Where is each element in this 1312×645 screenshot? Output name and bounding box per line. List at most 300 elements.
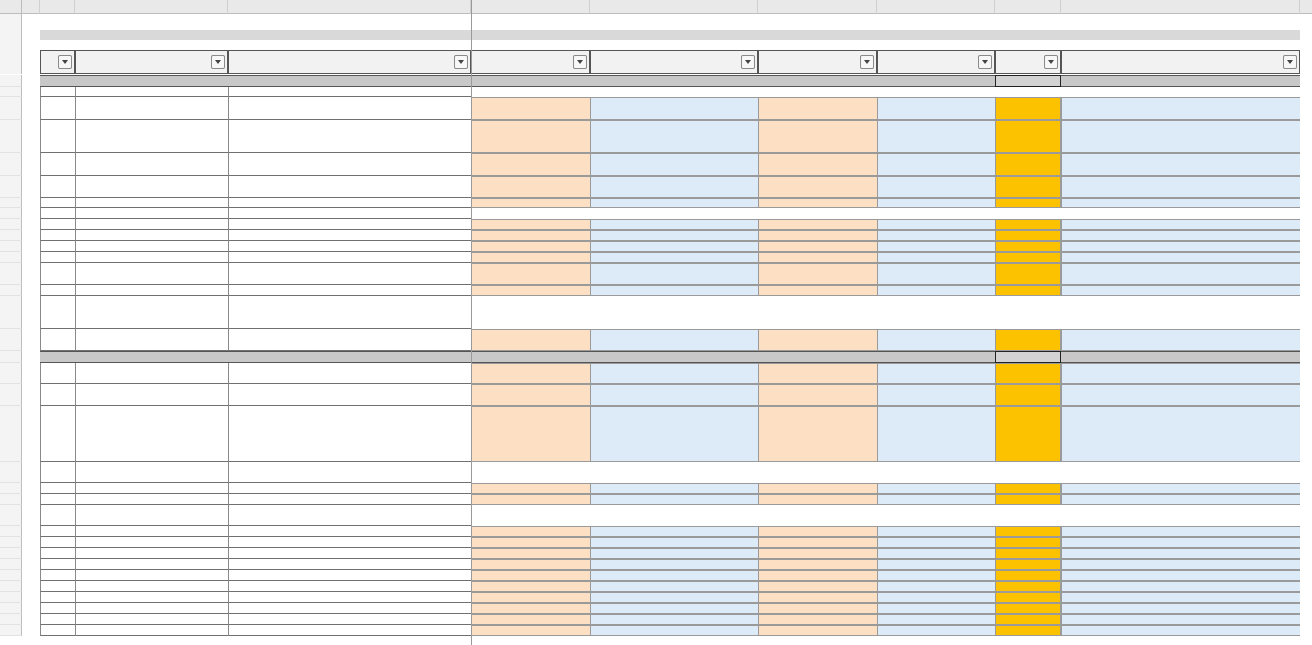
- evidence-input[interactable]: [590, 548, 758, 559]
- row-header[interactable]: [0, 219, 22, 230]
- evidence-input[interactable]: [590, 559, 758, 570]
- item-number[interactable]: [40, 406, 75, 462]
- row-header[interactable]: [0, 625, 22, 636]
- item-number[interactable]: [40, 603, 75, 614]
- controls-question-cell[interactable]: [228, 537, 471, 548]
- control-design-input[interactable]: [471, 494, 590, 505]
- control-category-cell[interactable]: [75, 505, 228, 526]
- controls-question-cell[interactable]: [228, 219, 471, 230]
- control-design-input[interactable]: [471, 198, 590, 208]
- comments-input[interactable]: [877, 97, 995, 120]
- control-design-input[interactable]: [471, 548, 590, 559]
- controls-question-cell[interactable]: [228, 603, 471, 614]
- control-category-cell[interactable]: [75, 230, 228, 241]
- row-header[interactable]: [0, 241, 22, 252]
- filter-dropdown-icon[interactable]: [573, 55, 587, 69]
- total-score-cell[interactable]: [995, 120, 1061, 153]
- item-number[interactable]: [40, 87, 75, 97]
- row-header[interactable]: [0, 581, 22, 592]
- total-score-cell[interactable]: [995, 614, 1061, 625]
- comments-input[interactable]: [877, 329, 995, 351]
- item-number[interactable]: [40, 120, 75, 153]
- control-design-input[interactable]: [471, 176, 590, 198]
- control-design-input[interactable]: [471, 263, 590, 285]
- item-number[interactable]: [40, 230, 75, 241]
- controls-question-cell[interactable]: [228, 581, 471, 592]
- row-header[interactable]: [0, 230, 22, 241]
- control-effectiveness-input[interactable]: [758, 97, 877, 120]
- evidence-input[interactable]: [590, 581, 758, 592]
- need-for-action-input[interactable]: [1061, 153, 1300, 176]
- row-header[interactable]: [0, 263, 22, 285]
- row-header[interactable]: [0, 22, 22, 30]
- controls-question-cell[interactable]: [228, 252, 471, 263]
- need-for-action-input[interactable]: [1061, 581, 1300, 592]
- comments-input[interactable]: [877, 363, 995, 384]
- header-control-category[interactable]: [75, 50, 228, 74]
- control-effectiveness-input[interactable]: [758, 625, 877, 636]
- control-effectiveness-input[interactable]: [758, 153, 877, 176]
- control-category-cell[interactable]: [75, 559, 228, 570]
- row-header[interactable]: [0, 462, 22, 483]
- total-score-cell[interactable]: [995, 97, 1061, 120]
- item-number[interactable]: [40, 494, 75, 505]
- control-category-cell[interactable]: [75, 581, 228, 592]
- filter-dropdown-icon[interactable]: [860, 55, 874, 69]
- control-design-input[interactable]: [471, 120, 590, 153]
- comments-input[interactable]: [877, 230, 995, 241]
- item-number[interactable]: [40, 329, 75, 351]
- row-header[interactable]: [0, 570, 22, 581]
- total-score-cell[interactable]: [995, 219, 1061, 230]
- control-design-input[interactable]: [471, 592, 590, 603]
- total-score-cell[interactable]: [995, 570, 1061, 581]
- comments-input[interactable]: [877, 241, 995, 252]
- control-effectiveness-input[interactable]: [758, 198, 877, 208]
- comments-input[interactable]: [877, 406, 995, 462]
- item-number[interactable]: [40, 219, 75, 230]
- row-header[interactable]: [0, 603, 22, 614]
- total-score-cell[interactable]: [995, 592, 1061, 603]
- item-number[interactable]: [40, 548, 75, 559]
- evidence-input[interactable]: [590, 363, 758, 384]
- controls-question-cell[interactable]: [228, 559, 471, 570]
- control-design-input[interactable]: [471, 241, 590, 252]
- comments-input[interactable]: [877, 537, 995, 548]
- comments-input[interactable]: [877, 219, 995, 230]
- control-effectiveness-input[interactable]: [758, 592, 877, 603]
- evidence-input[interactable]: [590, 603, 758, 614]
- controls-question-cell[interactable]: [228, 263, 471, 285]
- section-number[interactable]: [40, 75, 60, 87]
- control-effectiveness-input[interactable]: [758, 581, 877, 592]
- controls-question-cell[interactable]: [228, 526, 471, 537]
- control-category-cell[interactable]: [75, 219, 228, 230]
- control-effectiveness-input[interactable]: [758, 219, 877, 230]
- comments-input[interactable]: [877, 483, 995, 494]
- control-effectiveness-input[interactable]: [758, 548, 877, 559]
- total-score-cell[interactable]: [995, 153, 1061, 176]
- need-for-action-input[interactable]: [1061, 363, 1300, 384]
- evidence-input[interactable]: [590, 614, 758, 625]
- evidence-input[interactable]: [590, 526, 758, 537]
- evidence-input[interactable]: [590, 241, 758, 252]
- control-design-input[interactable]: [471, 406, 590, 462]
- section-total-score[interactable]: [995, 75, 1061, 87]
- control-design-input[interactable]: [471, 483, 590, 494]
- control-effectiveness-input[interactable]: [758, 263, 877, 285]
- total-score-cell[interactable]: [995, 363, 1061, 384]
- need-for-action-input[interactable]: [1061, 592, 1300, 603]
- control-design-input[interactable]: [471, 570, 590, 581]
- row-header[interactable]: [0, 120, 22, 153]
- section-title[interactable]: [228, 351, 471, 363]
- control-category-cell[interactable]: [75, 87, 228, 97]
- comments-input[interactable]: [877, 559, 995, 570]
- need-for-action-input[interactable]: [1061, 526, 1300, 537]
- comments-input[interactable]: [877, 614, 995, 625]
- control-design-input[interactable]: [471, 363, 590, 384]
- row-header[interactable]: [0, 87, 22, 97]
- control-category-cell[interactable]: [75, 603, 228, 614]
- need-for-action-input[interactable]: [1061, 230, 1300, 241]
- control-category-cell[interactable]: [75, 120, 228, 153]
- item-number[interactable]: [40, 592, 75, 603]
- need-for-action-input[interactable]: [1061, 176, 1300, 198]
- column-header-h[interactable]: [877, 0, 995, 14]
- control-category-cell[interactable]: [75, 285, 228, 296]
- header-need-for-action[interactable]: [1061, 50, 1300, 74]
- control-category-cell[interactable]: [75, 592, 228, 603]
- comments-input[interactable]: [877, 581, 995, 592]
- need-for-action-input[interactable]: [1061, 329, 1300, 351]
- item-number[interactable]: [40, 537, 75, 548]
- controls-question-cell[interactable]: [228, 494, 471, 505]
- control-effectiveness-input[interactable]: [758, 483, 877, 494]
- total-score-cell[interactable]: [995, 494, 1061, 505]
- total-score-cell[interactable]: [995, 285, 1061, 296]
- row-header[interactable]: [0, 505, 22, 526]
- comments-input[interactable]: [877, 285, 995, 296]
- row-header[interactable]: [0, 592, 22, 603]
- row-header[interactable]: [0, 296, 22, 329]
- select-all-corner[interactable]: [0, 0, 22, 14]
- item-number[interactable]: [40, 625, 75, 636]
- control-design-input[interactable]: [471, 219, 590, 230]
- control-effectiveness-input[interactable]: [758, 252, 877, 263]
- controls-question-cell[interactable]: [228, 329, 471, 351]
- controls-question-cell[interactable]: [228, 625, 471, 636]
- total-score-cell[interactable]: [995, 526, 1061, 537]
- total-score-cell[interactable]: [995, 603, 1061, 614]
- control-effectiveness-input[interactable]: [758, 494, 877, 505]
- evidence-input[interactable]: [590, 494, 758, 505]
- need-for-action-input[interactable]: [1061, 483, 1300, 494]
- need-for-action-input[interactable]: [1061, 219, 1300, 230]
- controls-question-cell[interactable]: [228, 406, 471, 462]
- total-score-cell[interactable]: [995, 483, 1061, 494]
- control-effectiveness-input[interactable]: [758, 176, 877, 198]
- control-effectiveness-input[interactable]: [758, 537, 877, 548]
- controls-question-cell[interactable]: [228, 97, 471, 120]
- control-effectiveness-input[interactable]: [758, 241, 877, 252]
- control-design-input[interactable]: [471, 329, 590, 351]
- row-header[interactable]: [0, 614, 22, 625]
- section-number[interactable]: [40, 351, 60, 363]
- evidence-input[interactable]: [590, 625, 758, 636]
- control-effectiveness-input[interactable]: [758, 384, 877, 406]
- comments-input[interactable]: [877, 263, 995, 285]
- control-design-input[interactable]: [471, 153, 590, 176]
- comments-input[interactable]: [877, 252, 995, 263]
- comments-input[interactable]: [877, 526, 995, 537]
- row-header[interactable]: [0, 285, 22, 296]
- control-category-cell[interactable]: [75, 153, 228, 176]
- control-category-cell[interactable]: [75, 97, 228, 120]
- row-header[interactable]: [0, 153, 22, 176]
- evidence-input[interactable]: [590, 570, 758, 581]
- evidence-input[interactable]: [590, 592, 758, 603]
- control-category-cell[interactable]: [75, 252, 228, 263]
- column-header-i[interactable]: [995, 0, 1061, 14]
- filter-dropdown-icon[interactable]: [978, 55, 992, 69]
- total-score-cell[interactable]: [995, 625, 1061, 636]
- control-design-input[interactable]: [471, 625, 590, 636]
- total-score-cell[interactable]: [995, 537, 1061, 548]
- comments-input[interactable]: [877, 120, 995, 153]
- control-category-cell[interactable]: [75, 208, 228, 219]
- controls-question-cell[interactable]: [228, 483, 471, 494]
- row-header[interactable]: [0, 406, 22, 462]
- control-effectiveness-input[interactable]: [758, 230, 877, 241]
- row-header[interactable]: [0, 252, 22, 263]
- control-effectiveness-input[interactable]: [758, 285, 877, 296]
- row-header[interactable]: [0, 30, 22, 38]
- control-category-cell[interactable]: [75, 526, 228, 537]
- control-effectiveness-input[interactable]: [758, 329, 877, 351]
- evidence-input[interactable]: [590, 198, 758, 208]
- item-number[interactable]: [40, 285, 75, 296]
- controls-question-cell[interactable]: [228, 208, 471, 219]
- row-header[interactable]: [0, 548, 22, 559]
- item-number[interactable]: [40, 263, 75, 285]
- total-score-cell[interactable]: [995, 559, 1061, 570]
- item-number[interactable]: [40, 153, 75, 176]
- control-effectiveness-input[interactable]: [758, 120, 877, 153]
- column-header-f[interactable]: [590, 0, 758, 14]
- item-number[interactable]: [40, 570, 75, 581]
- column-header-b[interactable]: [40, 0, 75, 14]
- item-number[interactable]: [40, 581, 75, 592]
- control-design-input[interactable]: [471, 603, 590, 614]
- item-number[interactable]: [40, 483, 75, 494]
- item-number[interactable]: [40, 208, 75, 219]
- controls-question-cell[interactable]: [228, 120, 471, 153]
- controls-question-cell[interactable]: [228, 462, 471, 483]
- evidence-input[interactable]: [590, 252, 758, 263]
- control-category-cell[interactable]: [75, 625, 228, 636]
- row-header[interactable]: [0, 559, 22, 570]
- controls-question-cell[interactable]: [228, 198, 471, 208]
- controls-question-cell[interactable]: [228, 241, 471, 252]
- controls-question-cell[interactable]: [228, 176, 471, 198]
- evidence-input[interactable]: [590, 406, 758, 462]
- comments-input[interactable]: [877, 603, 995, 614]
- need-for-action-input[interactable]: [1061, 548, 1300, 559]
- column-header-a[interactable]: [22, 0, 40, 14]
- control-category-cell[interactable]: [75, 329, 228, 351]
- row-header[interactable]: [0, 176, 22, 198]
- control-design-input[interactable]: [471, 537, 590, 548]
- evidence-input[interactable]: [590, 153, 758, 176]
- filter-dropdown-icon[interactable]: [1044, 55, 1058, 69]
- controls-question-cell[interactable]: [228, 592, 471, 603]
- row-header[interactable]: [0, 537, 22, 548]
- controls-question-cell[interactable]: [228, 614, 471, 625]
- control-design-input[interactable]: [471, 614, 590, 625]
- need-for-action-input[interactable]: [1061, 537, 1300, 548]
- filter-dropdown-icon[interactable]: [58, 55, 72, 69]
- controls-question-cell[interactable]: [228, 87, 471, 97]
- control-design-input[interactable]: [471, 97, 590, 120]
- row-header[interactable]: [0, 198, 22, 208]
- controls-question-cell[interactable]: [228, 285, 471, 296]
- control-category-cell[interactable]: [75, 614, 228, 625]
- row-header[interactable]: [0, 483, 22, 494]
- evidence-input[interactable]: [590, 230, 758, 241]
- column-header-e[interactable]: [471, 0, 590, 14]
- comments-input[interactable]: [877, 592, 995, 603]
- filter-dropdown-icon[interactable]: [741, 55, 755, 69]
- column-header-d[interactable]: [228, 0, 471, 14]
- row-header[interactable]: [0, 384, 22, 406]
- controls-question-cell[interactable]: [228, 153, 471, 176]
- sheet-title[interactable]: [40, 30, 471, 40]
- control-category-cell[interactable]: [75, 198, 228, 208]
- control-effectiveness-input[interactable]: [758, 363, 877, 384]
- total-score-cell[interactable]: [995, 548, 1061, 559]
- row-header[interactable]: [0, 329, 22, 351]
- item-number[interactable]: [40, 384, 75, 406]
- comments-input[interactable]: [877, 384, 995, 406]
- item-number[interactable]: [40, 97, 75, 120]
- column-header-j[interactable]: [1061, 0, 1300, 14]
- control-category-cell[interactable]: [75, 363, 228, 384]
- control-category-cell[interactable]: [75, 548, 228, 559]
- control-design-input[interactable]: [471, 581, 590, 592]
- item-number[interactable]: [40, 559, 75, 570]
- column-header-g[interactable]: [758, 0, 877, 14]
- row-header[interactable]: [0, 351, 22, 363]
- item-number[interactable]: [40, 526, 75, 537]
- need-for-action-input[interactable]: [1061, 384, 1300, 406]
- item-number[interactable]: [40, 176, 75, 198]
- control-category-cell[interactable]: [75, 494, 228, 505]
- need-for-action-input[interactable]: [1061, 252, 1300, 263]
- row-header[interactable]: [0, 363, 22, 384]
- evidence-input[interactable]: [590, 176, 758, 198]
- control-design-input[interactable]: [471, 526, 590, 537]
- item-number[interactable]: [40, 198, 75, 208]
- control-design-input[interactable]: [471, 384, 590, 406]
- total-score-cell[interactable]: [995, 198, 1061, 208]
- row-header[interactable]: [0, 97, 22, 120]
- need-for-action-input[interactable]: [1061, 97, 1300, 120]
- row-header[interactable]: [0, 494, 22, 505]
- control-design-input[interactable]: [471, 559, 590, 570]
- row-header[interactable]: [0, 14, 22, 22]
- need-for-action-input[interactable]: [1061, 625, 1300, 636]
- controls-question-cell[interactable]: [228, 570, 471, 581]
- total-score-cell[interactable]: [995, 241, 1061, 252]
- need-for-action-input[interactable]: [1061, 285, 1300, 296]
- control-category-cell[interactable]: [75, 176, 228, 198]
- item-number[interactable]: [40, 462, 75, 483]
- need-for-action-input[interactable]: [1061, 120, 1300, 153]
- control-effectiveness-input[interactable]: [758, 526, 877, 537]
- evidence-input[interactable]: [590, 120, 758, 153]
- control-category-cell[interactable]: [75, 483, 228, 494]
- need-for-action-input[interactable]: [1061, 603, 1300, 614]
- comments-input[interactable]: [877, 176, 995, 198]
- evidence-input[interactable]: [590, 97, 758, 120]
- column-header-c[interactable]: [75, 0, 228, 14]
- item-number[interactable]: [40, 614, 75, 625]
- control-effectiveness-input[interactable]: [758, 559, 877, 570]
- evidence-input[interactable]: [590, 219, 758, 230]
- evidence-input[interactable]: [590, 483, 758, 494]
- item-number[interactable]: [40, 296, 75, 329]
- filter-dropdown-icon[interactable]: [454, 55, 468, 69]
- need-for-action-input[interactable]: [1061, 241, 1300, 252]
- control-effectiveness-input[interactable]: [758, 603, 877, 614]
- item-number[interactable]: [40, 241, 75, 252]
- comments-input[interactable]: [877, 198, 995, 208]
- comments-input[interactable]: [877, 153, 995, 176]
- total-score-cell[interactable]: [995, 252, 1061, 263]
- control-category-cell[interactable]: [75, 241, 228, 252]
- total-score-cell[interactable]: [995, 329, 1061, 351]
- need-for-action-input[interactable]: [1061, 263, 1300, 285]
- comments-input[interactable]: [877, 570, 995, 581]
- row-header[interactable]: [0, 75, 22, 87]
- need-for-action-input[interactable]: [1061, 406, 1300, 462]
- control-category-cell[interactable]: [75, 296, 228, 329]
- controls-question-cell[interactable]: [228, 363, 471, 384]
- control-category-cell[interactable]: [75, 263, 228, 285]
- control-design-input[interactable]: [471, 230, 590, 241]
- section-total-score[interactable]: [995, 351, 1061, 363]
- filter-dropdown-icon[interactable]: [211, 55, 225, 69]
- header-controls-question[interactable]: [228, 50, 471, 74]
- total-score-cell[interactable]: [995, 263, 1061, 285]
- evidence-input[interactable]: [590, 263, 758, 285]
- need-for-action-input[interactable]: [1061, 494, 1300, 505]
- control-category-cell[interactable]: [75, 570, 228, 581]
- section-title[interactable]: [228, 75, 471, 87]
- item-number[interactable]: [40, 363, 75, 384]
- control-category-cell[interactable]: [75, 537, 228, 548]
- control-category-cell[interactable]: [75, 406, 228, 462]
- filter-dropdown-icon[interactable]: [1283, 55, 1297, 69]
- comments-input[interactable]: [877, 548, 995, 559]
- total-score-cell[interactable]: [995, 176, 1061, 198]
- need-for-action-input[interactable]: [1061, 614, 1300, 625]
- need-for-action-input[interactable]: [1061, 570, 1300, 581]
- control-effectiveness-input[interactable]: [758, 406, 877, 462]
- controls-question-cell[interactable]: [228, 230, 471, 241]
- comments-input[interactable]: [877, 625, 995, 636]
